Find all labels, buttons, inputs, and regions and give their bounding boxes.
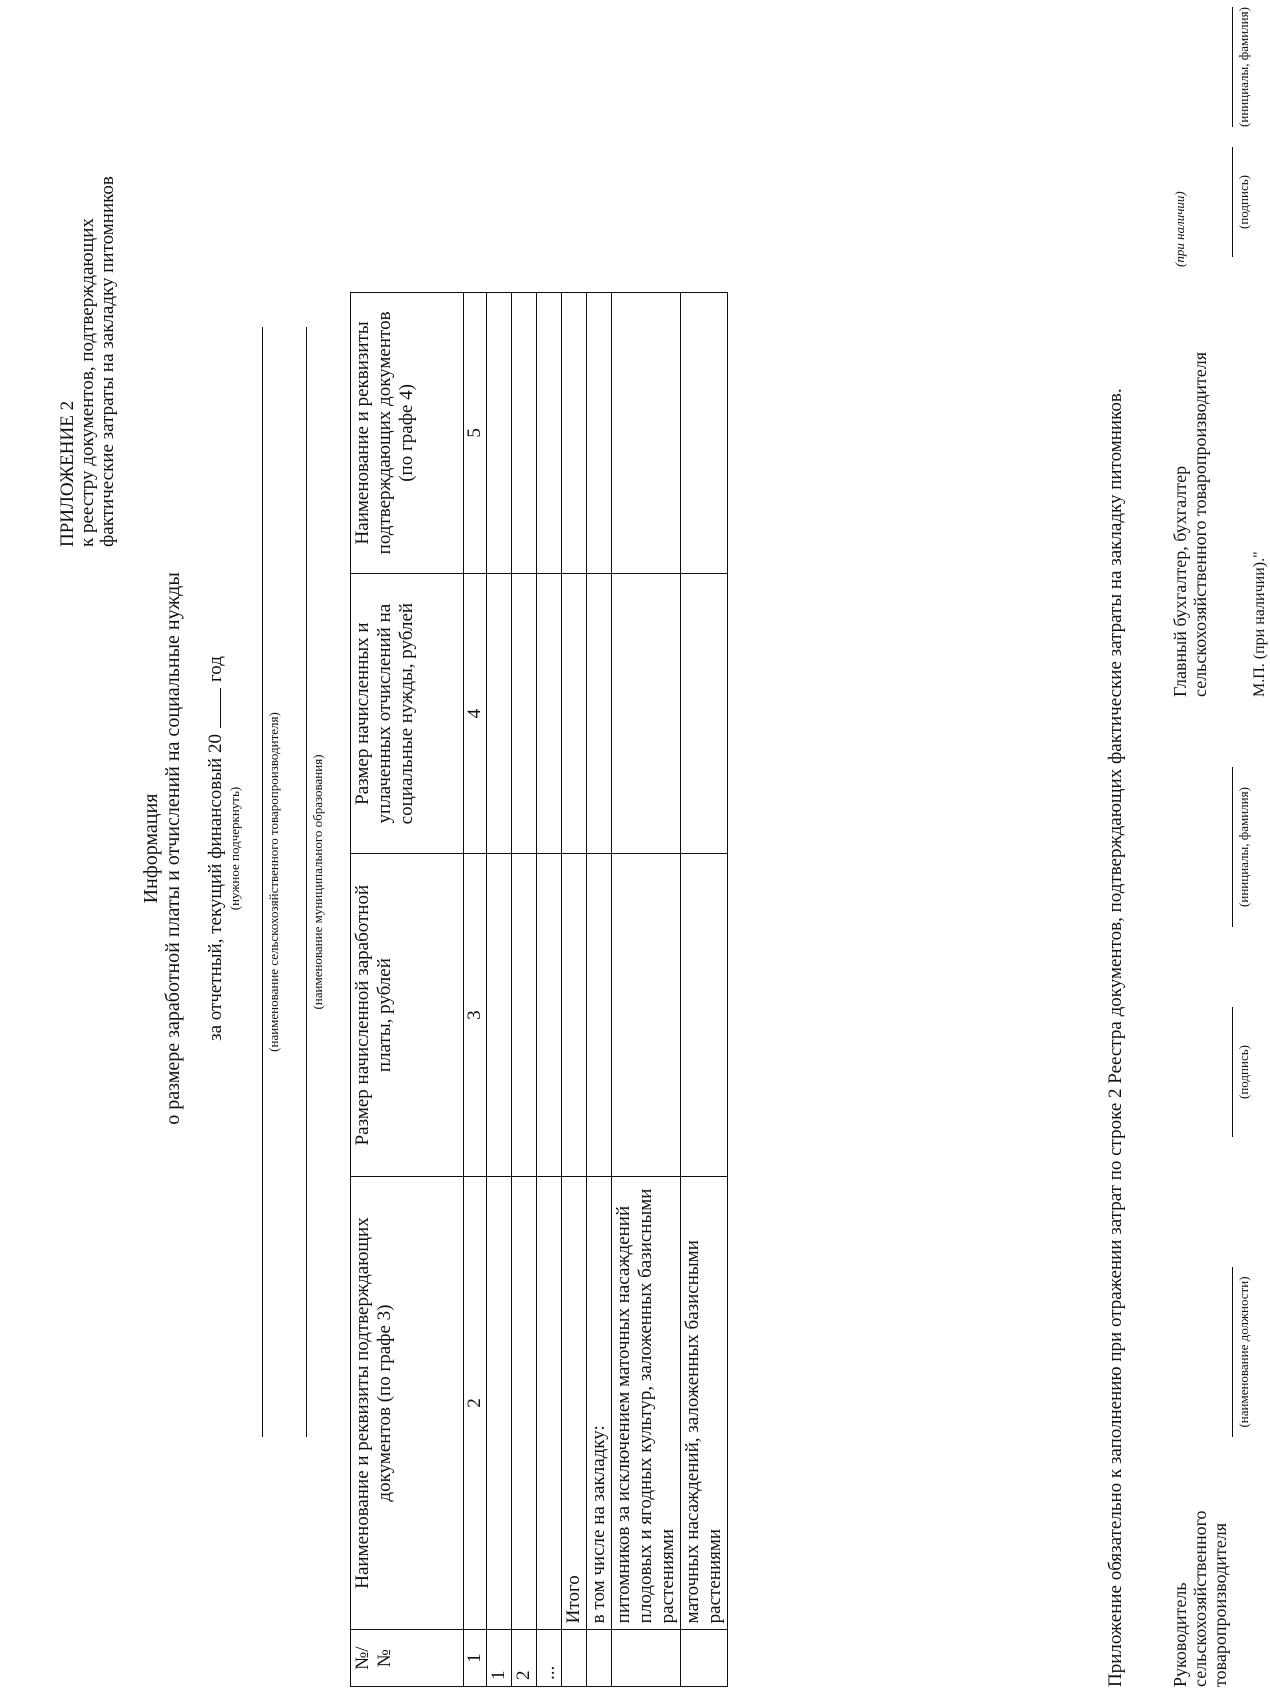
column-number: 1: [464, 1630, 487, 1687]
accountant-initials-caption: (инициалы, фамилия): [1236, 7, 1251, 127]
row-text: Итого: [562, 1176, 587, 1630]
municipality-name-caption: (наименование муниципального образования): [310, 754, 325, 1010]
row-text: в том числе на закладку:: [587, 1176, 612, 1630]
head-initials-caption: (инициалы, фамилия): [1236, 787, 1251, 907]
row-number: 2: [512, 1630, 537, 1687]
header-salary: Размер начисленной заработной платы, рублей: [351, 854, 464, 1176]
appendix-line-1: к реестру документов, подтверждающих: [77, 218, 98, 547]
head-initials-line[interactable]: [1232, 767, 1233, 927]
appendix-line-2: фактические затраты на закладку питомников: [97, 176, 118, 547]
column-number: 3: [464, 854, 487, 1176]
producer-name-caption: (наименование сельскохозяйственного товаропроизводителя): [266, 712, 281, 1052]
head-signature-line[interactable]: [1232, 1007, 1233, 1137]
column-number: 5: [464, 293, 487, 574]
accountant-title-line: Главный бухгалтер, бухгалтер: [1170, 465, 1190, 697]
accountant-title-line: сельскохозяйственного товаропроизводителя: [1190, 351, 1210, 697]
accountant-initials-line[interactable]: [1232, 7, 1233, 127]
accountant-signature-line[interactable]: [1232, 147, 1233, 257]
row-text: маточных насаждений, заложенных базисными растениями: [681, 1176, 728, 1630]
head-title-line: сельскохозяйственного: [1190, 1510, 1210, 1687]
accountant-note: (при наличии): [1172, 191, 1187, 267]
filling-note: Приложение обязательно к заполнению при отражении затрат по строке 2 Реестра документов, подтверждающих фактические затраты на закладку питомников.: [1105, 388, 1126, 1687]
column-number: 2: [464, 1176, 487, 1630]
head-title-line: товаропроизводителя: [1210, 1522, 1230, 1687]
accountant-signature-caption: (подпись): [1236, 175, 1251, 229]
period-prefix: за отчетный, текущий финансовый 20: [205, 734, 226, 1041]
head-signature-caption: (подпись): [1236, 1045, 1251, 1099]
header-documents-col4: Наименование и реквизиты подтверждающих документов (по графе 4): [351, 293, 464, 574]
appendix-title: ПРИЛОЖЕНИЕ 2: [57, 400, 78, 547]
period-suffix: год: [205, 656, 226, 683]
head-position-line[interactable]: [1232, 1267, 1233, 1437]
stamp-note: М.П. (при наличии).": [1251, 551, 1268, 697]
header-documents-col3: Наименование и реквизиты подтверждающих документов (по графе 3): [351, 1176, 464, 1630]
head-position-caption: (наименование должности): [1236, 1276, 1251, 1428]
document-title: Информация: [140, 793, 162, 904]
row-number: 1: [487, 1630, 512, 1687]
period-hint: (нужное подчеркнуть): [227, 786, 242, 911]
header-number: №/ №: [351, 1630, 464, 1687]
row-number: ...: [537, 1630, 562, 1687]
column-number: 4: [464, 573, 487, 854]
row-text: питомников за исключением маточных насаждений плодовых и ягодных культур, заложенных базисными растениями: [612, 1176, 681, 1630]
header-social-contributions: Размер начисленных и уплаченных отчислений на социальные нужды, рублей: [351, 573, 464, 854]
document-subtitle: о размере заработной платы и отчислений на социальные нужды: [162, 572, 184, 1125]
head-title-line: Руководитель: [1170, 1582, 1190, 1687]
